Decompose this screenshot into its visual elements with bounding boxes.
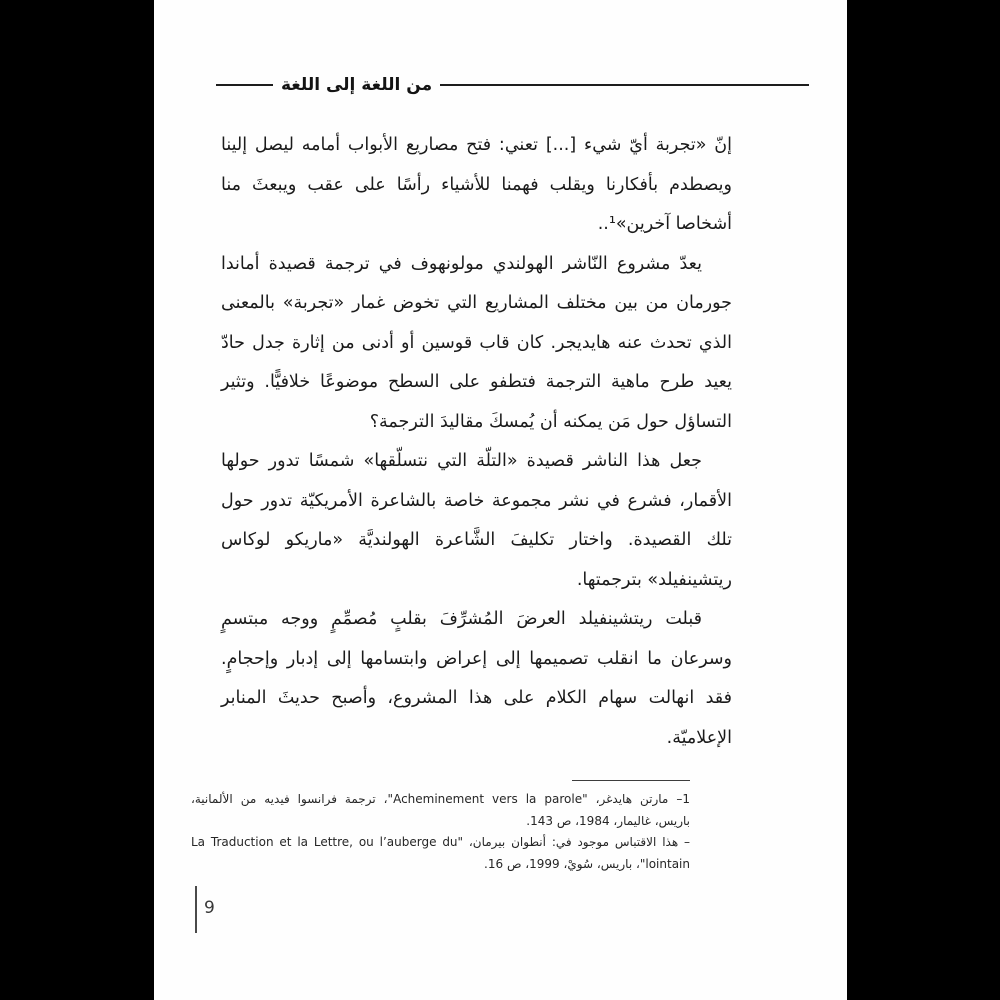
header-rule-left <box>216 84 273 86</box>
running-header <box>216 72 809 98</box>
text-line: وسرعان ما انقلب تصميمها إلى إعراض وابتسامها إلى إدبار وإحجامٍ. <box>221 648 732 669</box>
paragraph-quote <box>221 126 732 245</box>
page-number-rule <box>195 886 197 933</box>
footnotes <box>191 780 690 875</box>
text-line: جورمان من بين مختلف المشاريع التي تخوض غمار «تجربة» بالمعنى <box>221 293 732 313</box>
footnote-line: باريس، غاليمار، 1984، ص 143. <box>526 813 690 828</box>
header-rule-right <box>440 84 809 86</box>
footnote-line: lointain"، باريس، سُويْ، 1999، ص 16. <box>484 856 690 871</box>
text-line: تلك القصيدة. واختار تكليفَ الشَّاعرة الهولنديَّة «ماريكو لوكاس <box>221 530 732 550</box>
text-line: أشخاصا آخرين»¹.. <box>597 214 732 234</box>
book-page <box>154 0 847 1000</box>
text-line: الأقمار، فشرع في نشر مجموعة خاصة بالشاعرة الأمريكيّة تدور حول <box>221 490 732 511</box>
paragraph <box>221 442 732 600</box>
paragraph <box>221 245 732 443</box>
text-line: يعدّ مشروع النّاشر الهولندي مولونهوف في ترجمة قصيدة أماندا <box>221 253 702 274</box>
body-text <box>221 126 732 758</box>
footnote-line: – هذا الاقتباس موجود في: أنطوان بيرمان، "La Traduction et la Lettre, ou l’auberge du <box>191 835 690 849</box>
paragraph <box>221 600 732 758</box>
text-line: الإعلاميّة. <box>666 727 732 748</box>
running-title: من اللغة إلى اللغة <box>281 75 433 95</box>
text-line: جعل هذا الناشر قصيدة «التلّة التي نتسلّقها» شمسًا تدور حولها <box>221 451 702 471</box>
page-number: 9 <box>204 898 215 918</box>
text-line: فقد انهالت سهام الكلام على هذا المشروع، وأصبح حديثَ المنابر <box>221 688 732 708</box>
text-line: ريتشينفيلد» بترجمتها. <box>576 569 732 590</box>
text-line: إنّ «تجربة أيّ شيء [...] تعني: فتح مصاريع الأبواب أمامه ليصل إلينا <box>221 135 732 155</box>
text-line: يعيد طرح ماهية الترجمة فتطفو على السطح موضوعًا خلافيًّا. وتثير <box>221 372 732 392</box>
footnote-separator <box>572 780 690 781</box>
text-line: التساؤل حول مَن يمكنه أن يُمسكَ مقاليدَ الترجمة؟ <box>369 411 732 432</box>
text-line: ويصطدم بأفكارنا ويقلب فهمنا للأشياء رأسًا على عقب ويبعثَ منا <box>221 174 732 195</box>
text-line: قبلت ريتشينفيلد العرضَ المُشرِّفَ بقلبٍ مُصمِّمٍ ووجه مبتسمٍ <box>221 609 702 629</box>
text-line: الذي تحدث عنه هايديجر. كان قاب قوسين أو أدنى من إثارة جدل حادّ <box>221 332 732 353</box>
footnote-line: 1– مارتن هايدغر، "Acheminement vers la parole"، ترجمة فرانسوا فيديه من الألمانية، <box>191 792 691 806</box>
